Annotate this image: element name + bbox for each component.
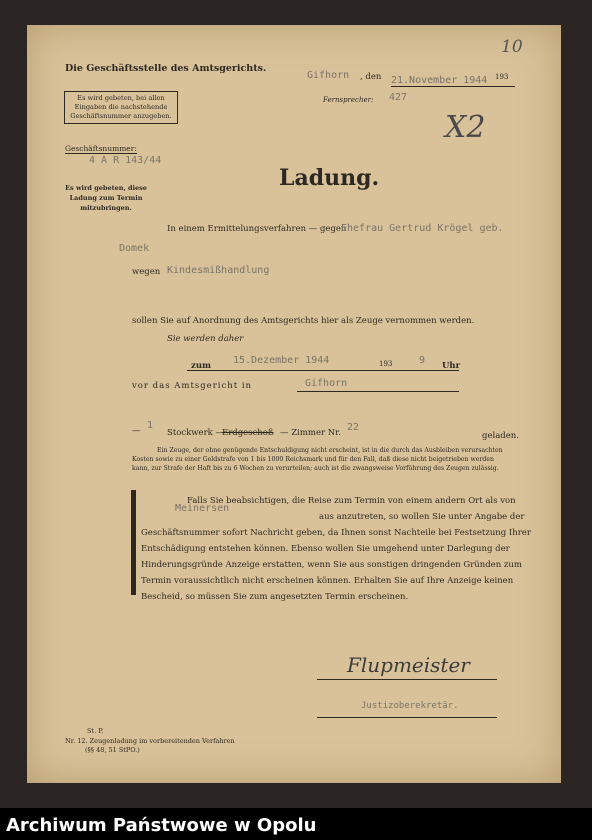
phone-label: Fernsprecher: xyxy=(323,96,374,104)
proceedings-text: In einem Ermittelungsverfahren — gegen xyxy=(167,224,347,234)
phone-number: 427 xyxy=(389,92,408,103)
warning-line-3: kann, zur Strafe der Haft bis zu 6 Wochen zu verurteilen; auch ist die zwangsweise Vorführung des Zeugen zulässig. xyxy=(132,465,499,472)
daher-text: Sie werden daher xyxy=(167,334,244,344)
document-title: Ladung. xyxy=(279,165,380,191)
hearing-hour: 9 xyxy=(419,355,426,366)
year-print: 193 xyxy=(495,73,509,81)
hearing-date-line xyxy=(187,370,459,371)
form-name: Nr. 12. Zeugenladung im vorbereitenden Verfahren xyxy=(65,737,235,745)
archive-footer xyxy=(0,808,592,840)
travel-place: Meinersen xyxy=(175,503,230,514)
signature: Flupmeister xyxy=(347,653,470,677)
zum-label: zum xyxy=(191,361,212,371)
warning-line-2: Kosten sowie zu einer Geldstrafe von 1 bis 1000 Reichsmark und für den Fall, daß diese nicht beigetrieben werden xyxy=(132,456,495,463)
travel-line-7: Bescheid, so müssen Sie zum angesetzten Termin erscheinen. xyxy=(141,592,409,602)
form-reference: (§§ 48, 51 StPO.) xyxy=(85,746,140,754)
office-heading: Die Geschäftsstelle des Amtsgerichts. xyxy=(65,63,267,74)
court-place: Gifhorn xyxy=(305,378,348,389)
signer-line xyxy=(317,717,497,718)
ground-floor-text: Erdgeschoß xyxy=(222,428,274,438)
travel-line-5: Hinderungsgründe Anzeige erstatten, wenn Sie aus sonstigen dringenden Gründen zum xyxy=(141,560,522,570)
warning-line-1: Ein Zeuge, der ohne genügende Entschuldigung nicht erscheint, ist in die durch das Ausbleiben verursachten xyxy=(157,447,503,454)
court-line xyxy=(297,391,459,392)
uhr-label: Uhr xyxy=(442,361,461,371)
floor-dash: — xyxy=(132,426,141,436)
bring-box: Es wird gebeten, diese Ladung zum Termin mitzubringen. xyxy=(65,184,147,212)
archive-name: Archiwum Państwowe w Opolu xyxy=(6,815,317,836)
handwritten-mark: X2 xyxy=(445,110,486,145)
case-label: Geschäftsnummer: xyxy=(65,144,137,153)
travel-line-3: Geschäftsnummer sofort Nachricht geben, da Ihnen sonst Nachteile bei Festsetzung Ihrer xyxy=(141,528,531,538)
letter-date: 21.November 1944 xyxy=(391,75,515,87)
court-text: vor das Amtsgericht in xyxy=(132,381,253,391)
notice-box: Es wird gebeten, bei allen Eingaben die nachstehende Geschäftsnummer anzugeben. xyxy=(64,91,178,124)
floor-text: Stockwerk — xyxy=(167,428,224,438)
margin-bar xyxy=(131,490,136,595)
accused-line-1: Ehefrau Gertrud Krögel geb. xyxy=(341,223,504,234)
travel-line-1: Falls Sie beabsichtigen, die Reise zum Termin von einem andern Ort als von xyxy=(187,496,516,506)
form-code: St. P. xyxy=(87,727,104,735)
accused-line-2: Domek xyxy=(119,243,150,254)
signature-line xyxy=(317,679,497,680)
geladen-text: geladen. xyxy=(482,431,519,441)
summon-text: sollen Sie auf Anordnung des Amtsgerichts hier als Zeuge vernommen werden. xyxy=(132,316,475,326)
signer-title: Justizoberekretär. xyxy=(361,701,459,711)
floor-number: 1 xyxy=(147,420,154,431)
travel-line-2: aus anzutreten, so wollen Sie unter Angabe der xyxy=(319,512,525,522)
document-page xyxy=(27,25,561,783)
travel-line-4: Entschädigung entstehen können. Ebenso wollen Sie umgehend unter Darlegung der xyxy=(141,544,510,554)
year-print-2: 193 xyxy=(379,360,393,368)
date-prefix: , den xyxy=(360,72,382,82)
place: Gifhorn xyxy=(307,70,350,81)
travel-line-6: Termin voraussichtlich nicht erscheinen können. Erhalten Sie auf Ihre Anzeige keinen xyxy=(141,576,514,586)
room-text: — Zimmer Nr. xyxy=(280,428,342,438)
handwritten-number: 10 xyxy=(501,37,523,57)
hearing-date: 15.Dezember 1944 xyxy=(233,355,330,366)
wegen-label: wegen xyxy=(132,267,161,277)
room-number: 22 xyxy=(347,422,360,433)
case-number: 4 A R 143/44 xyxy=(89,155,162,166)
charge: Kindesmißhandlung xyxy=(167,265,270,276)
